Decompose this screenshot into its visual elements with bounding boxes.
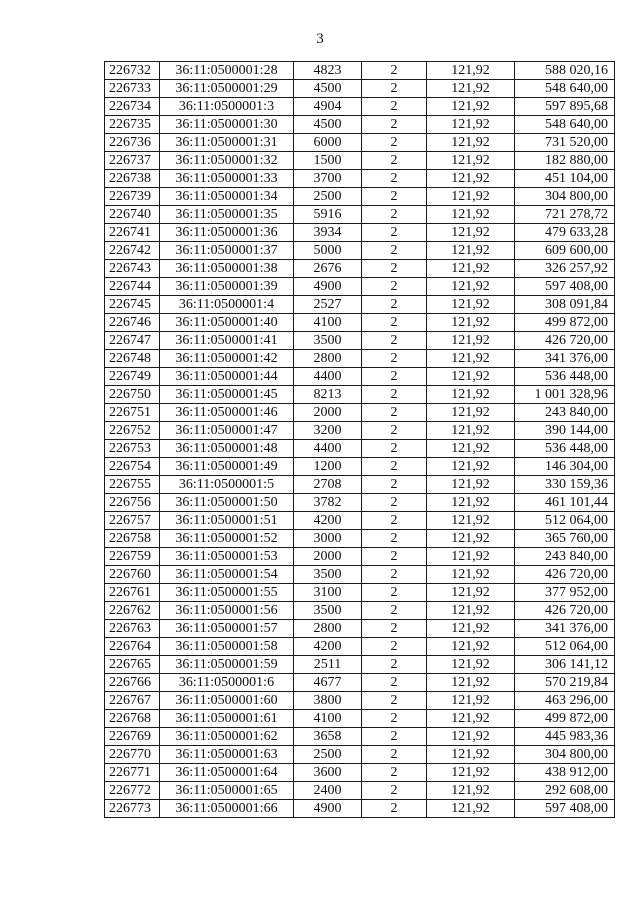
table-row: [105, 422, 615, 440]
cadastral-number-cell: 36:11:0500001:3: [160, 98, 294, 116]
row-id-cell: 226765: [105, 656, 160, 674]
price-cell: 121,92: [427, 224, 515, 242]
area-cell: 4500: [294, 80, 362, 98]
sum-cell: 499 872,00: [515, 314, 615, 332]
row-id-cell: 226761: [105, 584, 160, 602]
table-row: [105, 440, 615, 458]
cadastral-number-cell: 36:11:0500001:57: [160, 620, 294, 638]
cadastral-number-cell: 36:11:0500001:65: [160, 782, 294, 800]
cadastral-number-cell: 36:11:0500001:6: [160, 674, 294, 692]
row-id-cell: 226772: [105, 782, 160, 800]
rate-group-cell: 2: [362, 314, 427, 332]
row-id-cell: 226736: [105, 134, 160, 152]
cadastral-number-cell: 36:11:0500001:41: [160, 332, 294, 350]
price-cell: 121,92: [427, 512, 515, 530]
rate-group-cell: 2: [362, 782, 427, 800]
cadastral-number-cell: 36:11:0500001:56: [160, 602, 294, 620]
sum-cell: 721 278,72: [515, 206, 615, 224]
table-row: [105, 746, 615, 764]
cadastral-number-cell: 36:11:0500001:40: [160, 314, 294, 332]
land-plots-table: [104, 61, 615, 818]
table-row: [105, 710, 615, 728]
area-cell: 2511: [294, 656, 362, 674]
rate-group-cell: 2: [362, 134, 427, 152]
cadastral-number-cell: 36:11:0500001:66: [160, 800, 294, 818]
table-row: [105, 656, 615, 674]
row-id-cell: 226757: [105, 512, 160, 530]
rate-group-cell: 2: [362, 728, 427, 746]
row-id-cell: 226766: [105, 674, 160, 692]
cadastral-number-cell: 36:11:0500001:42: [160, 350, 294, 368]
cadastral-number-cell: 36:11:0500001:59: [160, 656, 294, 674]
rate-group-cell: 2: [362, 332, 427, 350]
cadastral-number-cell: 36:11:0500001:54: [160, 566, 294, 584]
sum-cell: 731 520,00: [515, 134, 615, 152]
price-cell: 121,92: [427, 728, 515, 746]
table-row: [105, 674, 615, 692]
row-id-cell: 226750: [105, 386, 160, 404]
rate-group-cell: 2: [362, 80, 427, 98]
sum-cell: 292 608,00: [515, 782, 615, 800]
sum-cell: 308 091,84: [515, 296, 615, 314]
cadastral-number-cell: 36:11:0500001:47: [160, 422, 294, 440]
area-cell: 2500: [294, 746, 362, 764]
table-row: [105, 80, 615, 98]
area-cell: 2000: [294, 548, 362, 566]
price-cell: 121,92: [427, 422, 515, 440]
row-id-cell: 226756: [105, 494, 160, 512]
cadastral-number-cell: 36:11:0500001:61: [160, 710, 294, 728]
sum-cell: 1 001 328,96: [515, 386, 615, 404]
row-id-cell: 226768: [105, 710, 160, 728]
row-id-cell: 226751: [105, 404, 160, 422]
table-row: [105, 314, 615, 332]
area-cell: 4100: [294, 314, 362, 332]
area-cell: 2527: [294, 296, 362, 314]
area-cell: 1500: [294, 152, 362, 170]
row-id-cell: 226771: [105, 764, 160, 782]
sum-cell: 463 296,00: [515, 692, 615, 710]
table-row: [105, 224, 615, 242]
table-row: [105, 800, 615, 818]
price-cell: 121,92: [427, 674, 515, 692]
table-row: [105, 638, 615, 656]
area-cell: 6000: [294, 134, 362, 152]
price-cell: 121,92: [427, 314, 515, 332]
cadastral-number-cell: 36:11:0500001:4: [160, 296, 294, 314]
cadastral-number-cell: 36:11:0500001:55: [160, 584, 294, 602]
cadastral-number-cell: 36:11:0500001:31: [160, 134, 294, 152]
area-cell: 4823: [294, 62, 362, 80]
sum-cell: 304 800,00: [515, 188, 615, 206]
rate-group-cell: 2: [362, 278, 427, 296]
sum-cell: 243 840,00: [515, 548, 615, 566]
row-id-cell: 226762: [105, 602, 160, 620]
cadastral-number-cell: 36:11:0500001:63: [160, 746, 294, 764]
rate-group-cell: 2: [362, 566, 427, 584]
area-cell: 3782: [294, 494, 362, 512]
cadastral-number-cell: 36:11:0500001:5: [160, 476, 294, 494]
row-id-cell: 226745: [105, 296, 160, 314]
table-row: [105, 602, 615, 620]
row-id-cell: 226747: [105, 332, 160, 350]
rate-group-cell: 2: [362, 296, 427, 314]
cadastral-number-cell: 36:11:0500001:30: [160, 116, 294, 134]
area-cell: 4100: [294, 710, 362, 728]
rate-group-cell: 2: [362, 584, 427, 602]
cadastral-number-cell: 36:11:0500001:29: [160, 80, 294, 98]
area-cell: 3600: [294, 764, 362, 782]
sum-cell: 330 159,36: [515, 476, 615, 494]
row-id-cell: 226773: [105, 800, 160, 818]
price-cell: 121,92: [427, 260, 515, 278]
sum-cell: 341 376,00: [515, 620, 615, 638]
sum-cell: 377 952,00: [515, 584, 615, 602]
cadastral-number-cell: 36:11:0500001:44: [160, 368, 294, 386]
table-row: [105, 692, 615, 710]
cadastral-number-cell: 36:11:0500001:34: [160, 188, 294, 206]
sum-cell: 512 064,00: [515, 512, 615, 530]
rate-group-cell: 2: [362, 620, 427, 638]
row-id-cell: 226737: [105, 152, 160, 170]
row-id-cell: 226764: [105, 638, 160, 656]
sum-cell: 426 720,00: [515, 566, 615, 584]
table-row: [105, 512, 615, 530]
row-id-cell: 226734: [105, 98, 160, 116]
cadastral-number-cell: 36:11:0500001:51: [160, 512, 294, 530]
area-cell: 2800: [294, 350, 362, 368]
rate-group-cell: 2: [362, 260, 427, 278]
rate-group-cell: 2: [362, 512, 427, 530]
price-cell: 121,92: [427, 566, 515, 584]
area-cell: 3800: [294, 692, 362, 710]
table-row: [105, 206, 615, 224]
price-cell: 121,92: [427, 332, 515, 350]
rate-group-cell: 2: [362, 350, 427, 368]
area-cell: 3000: [294, 530, 362, 548]
rate-group-cell: 2: [362, 188, 427, 206]
table-row: [105, 386, 615, 404]
row-id-cell: 226769: [105, 728, 160, 746]
rate-group-cell: 2: [362, 800, 427, 818]
rate-group-cell: 2: [362, 440, 427, 458]
sum-cell: 426 720,00: [515, 332, 615, 350]
cadastral-number-cell: 36:11:0500001:33: [160, 170, 294, 188]
rate-group-cell: 2: [362, 710, 427, 728]
table-row: [105, 260, 615, 278]
sum-cell: 597 895,68: [515, 98, 615, 116]
price-cell: 121,92: [427, 692, 515, 710]
price-cell: 121,92: [427, 620, 515, 638]
sum-cell: 451 104,00: [515, 170, 615, 188]
cadastral-number-cell: 36:11:0500001:50: [160, 494, 294, 512]
sum-cell: 426 720,00: [515, 602, 615, 620]
table-row: [105, 170, 615, 188]
area-cell: 4904: [294, 98, 362, 116]
area-cell: 4900: [294, 800, 362, 818]
row-id-cell: 226767: [105, 692, 160, 710]
rate-group-cell: 2: [362, 476, 427, 494]
sum-cell: 182 880,00: [515, 152, 615, 170]
price-cell: 121,92: [427, 278, 515, 296]
row-id-cell: 226742: [105, 242, 160, 260]
row-id-cell: 226743: [105, 260, 160, 278]
rate-group-cell: 2: [362, 656, 427, 674]
price-cell: 121,92: [427, 62, 515, 80]
area-cell: 4200: [294, 638, 362, 656]
price-cell: 121,92: [427, 782, 515, 800]
rate-group-cell: 2: [362, 368, 427, 386]
cadastral-number-cell: 36:11:0500001:39: [160, 278, 294, 296]
row-id-cell: 226758: [105, 530, 160, 548]
area-cell: 8213: [294, 386, 362, 404]
area-cell: 4200: [294, 512, 362, 530]
rate-group-cell: 2: [362, 602, 427, 620]
cadastral-number-cell: 36:11:0500001:36: [160, 224, 294, 242]
sum-cell: 243 840,00: [515, 404, 615, 422]
table-body: [105, 62, 615, 818]
rate-group-cell: 2: [362, 548, 427, 566]
sum-cell: 609 600,00: [515, 242, 615, 260]
cadastral-number-cell: 36:11:0500001:38: [160, 260, 294, 278]
sum-cell: 445 983,36: [515, 728, 615, 746]
sum-cell: 570 219,84: [515, 674, 615, 692]
row-id-cell: 226732: [105, 62, 160, 80]
sum-cell: 306 141,12: [515, 656, 615, 674]
table-row: [105, 728, 615, 746]
area-cell: 4400: [294, 440, 362, 458]
area-cell: 3500: [294, 566, 362, 584]
rate-group-cell: 2: [362, 224, 427, 242]
price-cell: 121,92: [427, 188, 515, 206]
table-row: [105, 368, 615, 386]
price-cell: 121,92: [427, 206, 515, 224]
price-cell: 121,92: [427, 440, 515, 458]
cadastral-number-cell: 36:11:0500001:46: [160, 404, 294, 422]
rate-group-cell: 2: [362, 62, 427, 80]
rate-group-cell: 2: [362, 494, 427, 512]
table-row: [105, 98, 615, 116]
area-cell: 2500: [294, 188, 362, 206]
row-id-cell: 226752: [105, 422, 160, 440]
cadastral-number-cell: 36:11:0500001:53: [160, 548, 294, 566]
rate-group-cell: 2: [362, 692, 427, 710]
sum-cell: 536 448,00: [515, 440, 615, 458]
sum-cell: 548 640,00: [515, 116, 615, 134]
row-id-cell: 226749: [105, 368, 160, 386]
rate-group-cell: 2: [362, 638, 427, 656]
row-id-cell: 226763: [105, 620, 160, 638]
table-row: [105, 296, 615, 314]
price-cell: 121,92: [427, 152, 515, 170]
area-cell: 3500: [294, 602, 362, 620]
price-cell: 121,92: [427, 98, 515, 116]
area-cell: 4677: [294, 674, 362, 692]
price-cell: 121,92: [427, 80, 515, 98]
cadastral-number-cell: 36:11:0500001:52: [160, 530, 294, 548]
area-cell: 2800: [294, 620, 362, 638]
area-cell: 3500: [294, 332, 362, 350]
table-row: [105, 188, 615, 206]
page-number: 3: [316, 31, 324, 47]
cadastral-number-cell: 36:11:0500001:48: [160, 440, 294, 458]
price-cell: 121,92: [427, 350, 515, 368]
price-cell: 121,92: [427, 170, 515, 188]
sum-cell: 597 408,00: [515, 278, 615, 296]
rate-group-cell: 2: [362, 206, 427, 224]
rate-group-cell: 2: [362, 674, 427, 692]
row-id-cell: 226759: [105, 548, 160, 566]
row-id-cell: 226755: [105, 476, 160, 494]
row-id-cell: 226744: [105, 278, 160, 296]
table-row: [105, 494, 615, 512]
price-cell: 121,92: [427, 242, 515, 260]
area-cell: 3100: [294, 584, 362, 602]
rate-group-cell: 2: [362, 242, 427, 260]
table-row: [105, 530, 615, 548]
row-id-cell: 226739: [105, 188, 160, 206]
price-cell: 121,92: [427, 530, 515, 548]
area-cell: 3658: [294, 728, 362, 746]
price-cell: 121,92: [427, 116, 515, 134]
price-cell: 121,92: [427, 638, 515, 656]
area-cell: 5916: [294, 206, 362, 224]
area-cell: 2708: [294, 476, 362, 494]
price-cell: 121,92: [427, 494, 515, 512]
row-id-cell: 226738: [105, 170, 160, 188]
rate-group-cell: 2: [362, 152, 427, 170]
table-row: [105, 116, 615, 134]
rate-group-cell: 2: [362, 404, 427, 422]
table-row: [105, 62, 615, 80]
table-row: [105, 278, 615, 296]
rate-group-cell: 2: [362, 98, 427, 116]
sum-cell: 146 304,00: [515, 458, 615, 476]
sum-cell: 438 912,00: [515, 764, 615, 782]
rate-group-cell: 2: [362, 422, 427, 440]
rate-group-cell: 2: [362, 458, 427, 476]
area-cell: 2400: [294, 782, 362, 800]
price-cell: 121,92: [427, 656, 515, 674]
area-cell: 2676: [294, 260, 362, 278]
sum-cell: 461 101,44: [515, 494, 615, 512]
cadastral-number-cell: 36:11:0500001:49: [160, 458, 294, 476]
price-cell: 121,92: [427, 368, 515, 386]
table-row: [105, 548, 615, 566]
rate-group-cell: 2: [362, 170, 427, 188]
table-row: [105, 404, 615, 422]
area-cell: 4900: [294, 278, 362, 296]
row-id-cell: 226754: [105, 458, 160, 476]
table-row: [105, 584, 615, 602]
sum-cell: 536 448,00: [515, 368, 615, 386]
area-cell: 4500: [294, 116, 362, 134]
cadastral-number-cell: 36:11:0500001:64: [160, 764, 294, 782]
table-row: [105, 620, 615, 638]
row-id-cell: 226741: [105, 224, 160, 242]
table-row: [105, 458, 615, 476]
cadastral-number-cell: 36:11:0500001:28: [160, 62, 294, 80]
price-cell: 121,92: [427, 404, 515, 422]
price-cell: 121,92: [427, 458, 515, 476]
table-row: [105, 476, 615, 494]
price-cell: 121,92: [427, 584, 515, 602]
cadastral-number-cell: 36:11:0500001:45: [160, 386, 294, 404]
sum-cell: 326 257,92: [515, 260, 615, 278]
cadastral-number-cell: 36:11:0500001:35: [160, 206, 294, 224]
price-cell: 121,92: [427, 800, 515, 818]
cadastral-number-cell: 36:11:0500001:58: [160, 638, 294, 656]
price-cell: 121,92: [427, 476, 515, 494]
sum-cell: 390 144,00: [515, 422, 615, 440]
price-cell: 121,92: [427, 386, 515, 404]
cadastral-number-cell: 36:11:0500001:62: [160, 728, 294, 746]
area-cell: 3200: [294, 422, 362, 440]
sum-cell: 597 408,00: [515, 800, 615, 818]
sum-cell: 304 800,00: [515, 746, 615, 764]
cadastral-number-cell: 36:11:0500001:37: [160, 242, 294, 260]
row-id-cell: 226753: [105, 440, 160, 458]
price-cell: 121,92: [427, 296, 515, 314]
area-cell: 2000: [294, 404, 362, 422]
table-row: [105, 350, 615, 368]
row-id-cell: 226733: [105, 80, 160, 98]
area-cell: 4400: [294, 368, 362, 386]
price-cell: 121,92: [427, 710, 515, 728]
sum-cell: 341 376,00: [515, 350, 615, 368]
table-row: [105, 134, 615, 152]
price-cell: 121,92: [427, 548, 515, 566]
rate-group-cell: 2: [362, 530, 427, 548]
sum-cell: 479 633,28: [515, 224, 615, 242]
row-id-cell: 226735: [105, 116, 160, 134]
table-row: [105, 764, 615, 782]
cadastral-number-cell: 36:11:0500001:32: [160, 152, 294, 170]
table-row: [105, 782, 615, 800]
price-cell: 121,92: [427, 602, 515, 620]
price-cell: 121,92: [427, 134, 515, 152]
row-id-cell: 226760: [105, 566, 160, 584]
price-cell: 121,92: [427, 746, 515, 764]
row-id-cell: 226740: [105, 206, 160, 224]
rate-group-cell: 2: [362, 764, 427, 782]
rate-group-cell: 2: [362, 386, 427, 404]
area-cell: 5000: [294, 242, 362, 260]
area-cell: 1200: [294, 458, 362, 476]
row-id-cell: 226746: [105, 314, 160, 332]
rate-group-cell: 2: [362, 116, 427, 134]
table-row: [105, 152, 615, 170]
row-id-cell: 226748: [105, 350, 160, 368]
area-cell: 3934: [294, 224, 362, 242]
sum-cell: 499 872,00: [515, 710, 615, 728]
sum-cell: 548 640,00: [515, 80, 615, 98]
area-cell: 3700: [294, 170, 362, 188]
table-row: [105, 566, 615, 584]
table-row: [105, 332, 615, 350]
sum-cell: 588 020,16: [515, 62, 615, 80]
table-row: [105, 242, 615, 260]
rate-group-cell: 2: [362, 746, 427, 764]
cadastral-number-cell: 36:11:0500001:60: [160, 692, 294, 710]
price-cell: 121,92: [427, 764, 515, 782]
sum-cell: 365 760,00: [515, 530, 615, 548]
sum-cell: 512 064,00: [515, 638, 615, 656]
row-id-cell: 226770: [105, 746, 160, 764]
